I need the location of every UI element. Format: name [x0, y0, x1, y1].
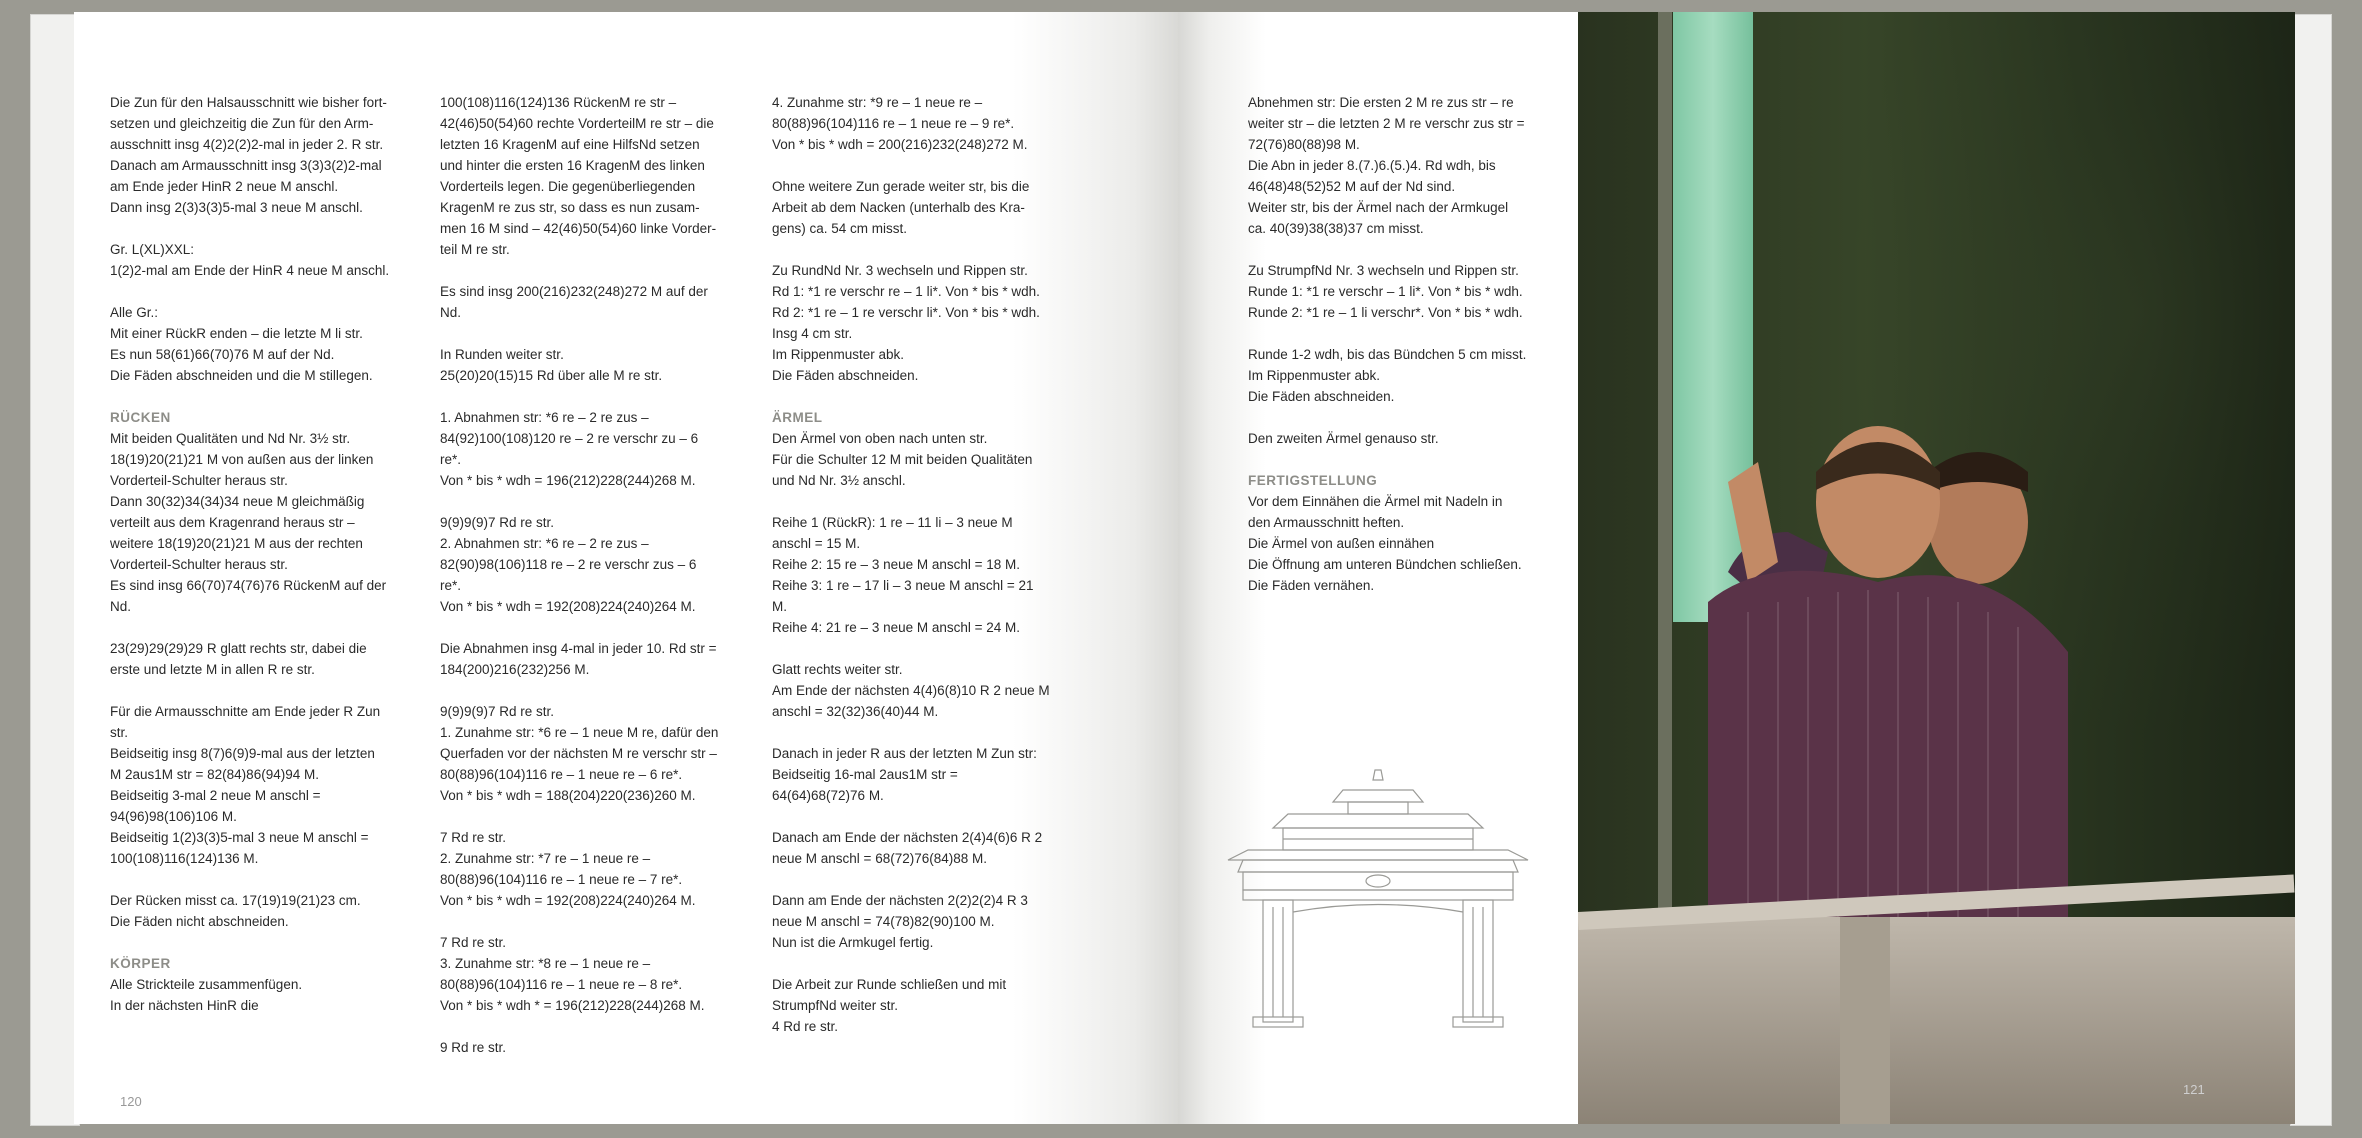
- right-column-1: [1248, 92, 1568, 617]
- fence-post: [1840, 917, 1890, 1124]
- boys-photo: [1578, 12, 2295, 1124]
- right-page: [1178, 12, 1578, 1124]
- instruction-paragraph: Danach in jeder R aus der letzten M Zun str: Beidseitig 16-mal 2aus1M str = 64(64)68(72)76 M.: [772, 746, 1037, 803]
- instruction-paragraph: Dann am Ende der nächsten 2(2)2(2)4 R 3 neue M anschl = 74(78)82(90)100 M. Nun ist die Armkugel fertig.: [772, 893, 1028, 950]
- instruction-paragraph: Es sind insg 200(216)232(248)272 M auf der Nd.: [440, 284, 708, 320]
- instruction-paragraph: Runde 1-2 wdh, bis das Bündchen 5 cm misst. Im Rippenmuster abk. Die Fäden abschneiden.: [1248, 347, 1527, 404]
- instruction-paragraph: 9(9)9(9)7 Rd re str. 1. Zunahme str: *6 re – 1 neue M re, dafür den Querfaden vor der nächsten M re verschr str – 80(88)96(104)116 re – 1 neue re – 6 re*. Von * bis * wdh = 188(204)220(236)260 M.: [440, 704, 719, 803]
- page-number-right: 121: [2183, 1082, 2205, 1097]
- left-page: [74, 12, 1178, 1124]
- instruction-paragraph: Der Rücken misst ca. 17(19)19(21)23 cm. Die Fäden nicht abschneiden.: [110, 893, 361, 929]
- instruction-paragraph: Ohne weitere Zun gerade weiter str, bis die Arbeit ab dem Nacken (unterhalb des Kra- gens) ca. 54 cm misst.: [772, 179, 1030, 236]
- instruction-paragraph: Mit beiden Qualitäten und Nd Nr. 3½ str. 18(19)20(21)21 M von außen aus der linken Vorderteil-Schulter heraus str. Dann 30(32)34(34)34 neue M gleichmäßig verteilt aus dem Kragenrand heraus str – weitere 18(19)20(21)21 M aus der rechten Vorderteil-Schulter heraus str. Es sind insg 66(70)74(76)76 RückenM auf der Nd.: [110, 431, 387, 614]
- instruction-paragraph: Danach am Ende der nächsten 2(4)4(6)6 R 2 neue M anschl = 68(72)76(84)88 M.: [772, 830, 1043, 866]
- instruction-paragraph: Reihe 1 (RückR): 1 re – 11 li – 3 neue M anschl = 15 M. Reihe 2: 15 re – 3 neue M anschl = 18 M. Reihe 3: 1 re – 17 li – 3 neue M anschl = 21 M. Reihe 4: 21 re – 3 neue M anschl = 24 M.: [772, 515, 1034, 635]
- instruction-paragraph: 23(29)29(29)29 R glatt rechts str, dabei die erste und letzte M in allen R re str.: [110, 641, 367, 677]
- section-heading: RÜCKEN: [110, 410, 171, 425]
- instruction-paragraph: Für die Armausschnitte am Ende jeder R Zun str. Beidseitig insg 8(7)6(9)9-mal aus der letzten M 2aus1M str = 82(84)86(94)94 M. Beidseitig 3-mal 2 neue M anschl = 94(96)98(106)106 M. Beidseitig 1(2)3(3)5-mal 3 neue M anschl = 100(108)116(124)136 M.: [110, 704, 381, 866]
- instruction-paragraph: Gr. L(XL)XXL: 1(2)2-mal am Ende der HinR 4 neue M anschl.: [110, 242, 390, 278]
- section-heading: KÖRPER: [110, 956, 171, 971]
- instruction-paragraph: In Runden weiter str. 25(20)20(15)15 Rd über alle M re str.: [440, 347, 663, 383]
- instruction-paragraph: Die Arbeit zur Runde schließen und mit StrumpfNd weiter str. 4 Rd re str.: [772, 977, 1007, 1034]
- instruction-paragraph: Glatt rechts weiter str. Am Ende der nächsten 4(4)6(8)10 R 2 neue M anschl = 32(32)36(40)44 M.: [772, 662, 1050, 719]
- instruction-paragraph: 7 Rd re str. 3. Zunahme str: *8 re – 1 neue re – 80(88)96(104)116 re – 1 neue re – 8 re*. Von * bis * wdh * = 196(212)228(244)268 M.: [440, 935, 705, 1013]
- instruction-paragraph: Zu RundNd Nr. 3 wechseln und Rippen str. Rd 1: *1 re verschr re – 1 li*. Von * bis * wdh. Rd 2: *1 re – 1 re verschr li*. Von * bis * wdh. Insg 4 cm str. Im Rippenmuster abk. Die Fäden abschneiden.: [772, 263, 1040, 383]
- instruction-paragraph: Die Abnahmen insg 4-mal in jeder 10. Rd str = 184(200)216(232)256 M.: [440, 641, 717, 677]
- instruction-paragraph: 7 Rd re str. 2. Zunahme str: *7 re – 1 neue re – 80(88)96(104)116 re – 1 neue re – 7 re*. Von * bis * wdh = 192(208)224(240)264 M.: [440, 830, 696, 908]
- page-number-left: 120: [120, 1094, 142, 1109]
- instruction-paragraph: 1. Abnahmen str: *6 re – 2 re zus – 84(92)100(108)120 re – 2 re verschr zu – 6 re*. Von * bis * wdh = 196(212)228(244)268 M.: [440, 410, 699, 488]
- boys-figure: [1688, 402, 2078, 962]
- temple-gate-illustration: [1223, 762, 1533, 1032]
- instruction-paragraph: Den zweiten Ärmel genauso str.: [1248, 431, 1439, 446]
- instruction-paragraph: Vor dem Einnähen die Ärmel mit Nadeln in den Armausschnitt heften. Die Ärmel von außen einnähen Die Öffnung am unteren Bündchen schließen. Die Fäden vernähen.: [1248, 494, 1522, 593]
- page-stack-right: [2290, 14, 2332, 1126]
- page-stack-left: [30, 14, 80, 1126]
- section-heading: ÄRMEL: [772, 410, 823, 425]
- left-column-2: [440, 92, 740, 1079]
- instruction-paragraph: 9(9)9(9)7 Rd re str. 2. Abnahmen str: *6 re – 2 re zus – 82(90)98(106)118 re – 2 re verschr zus – 6 re*. Von * bis * wdh = 192(208)224(240)264 M.: [440, 515, 697, 614]
- instruction-paragraph: 4. Zunahme str: *9 re – 1 neue re – 80(88)96(104)116 re – 1 neue re – 9 re*. Von * bis * wdh = 200(216)232(248)272 M.: [772, 95, 1028, 152]
- left-column-1: [110, 92, 410, 1037]
- instruction-paragraph: 9 Rd re str.: [440, 1040, 507, 1055]
- instruction-paragraph: Abnehmen str: Die ersten 2 M re zus str – re weiter str – die letzten 2 M re verschr zus str = 72(76)80(88)98 M. Die Abn in jeder 8.(7.)6.(5.)4. Rd wdh, bis 46(48)48(52)52 M auf der Nd sind. Weiter str, bis der Ärmel nach der Armkugel ca. 40(39)38(38)37 cm misst.: [1248, 95, 1525, 236]
- section-heading: FERTIGSTELLUNG: [1248, 473, 1378, 488]
- left-column-3: [772, 92, 1072, 1058]
- instruction-paragraph: Zu StrumpfNd Nr. 3 wechseln und Rippen str. Runde 1: *1 re verschr – 1 li*. Von * bis * wdh. Runde 2: *1 re – 1 li verschr*. Von * bis * wdh.: [1248, 263, 1523, 320]
- instruction-paragraph: Alle Gr.: Mit einer RückR enden – die letzte M li str. Es nun 58(61)66(70)76 M auf der Nd. Die Fäden abschneiden und die M stillegen.: [110, 305, 373, 383]
- instruction-paragraph: Den Ärmel von oben nach unten str. Für die Schulter 12 M mit beiden Qualitäten und Nd Nr. 3½ anschl.: [772, 431, 1033, 488]
- instruction-paragraph: Die Zun für den Halsausschnitt wie bisher fort- setzen und gleichzeitig die Zun für den Arm- ausschnitt insg 4(2)2(2)2-mal in jeder 2. R str. Danach am Armausschnitt insg 3(3)3(2)2-mal am Ende jeder HinR 2 neue M anschl. Dann insg 2(3)3(3)5-mal 3 neue M anschl.: [110, 95, 387, 215]
- instruction-paragraph: 100(108)116(124)136 RückenM re str – 42(46)50(54)60 rechte VorderteilM re str – die letzten 16 KragenM auf eine HilfsNd setzen und hinter die ersten 16 KragenM des linken Vorderteils legen. Die gegenüberliegenden KragenM re zus str, so dass es nun zusam- men 16 M sind – 42(46)50(54)60 linke Vorder- teil M re str.: [440, 95, 717, 257]
- instruction-paragraph: Alle Strickteile zusammenfügen. In der nächsten HinR die: [110, 977, 303, 1013]
